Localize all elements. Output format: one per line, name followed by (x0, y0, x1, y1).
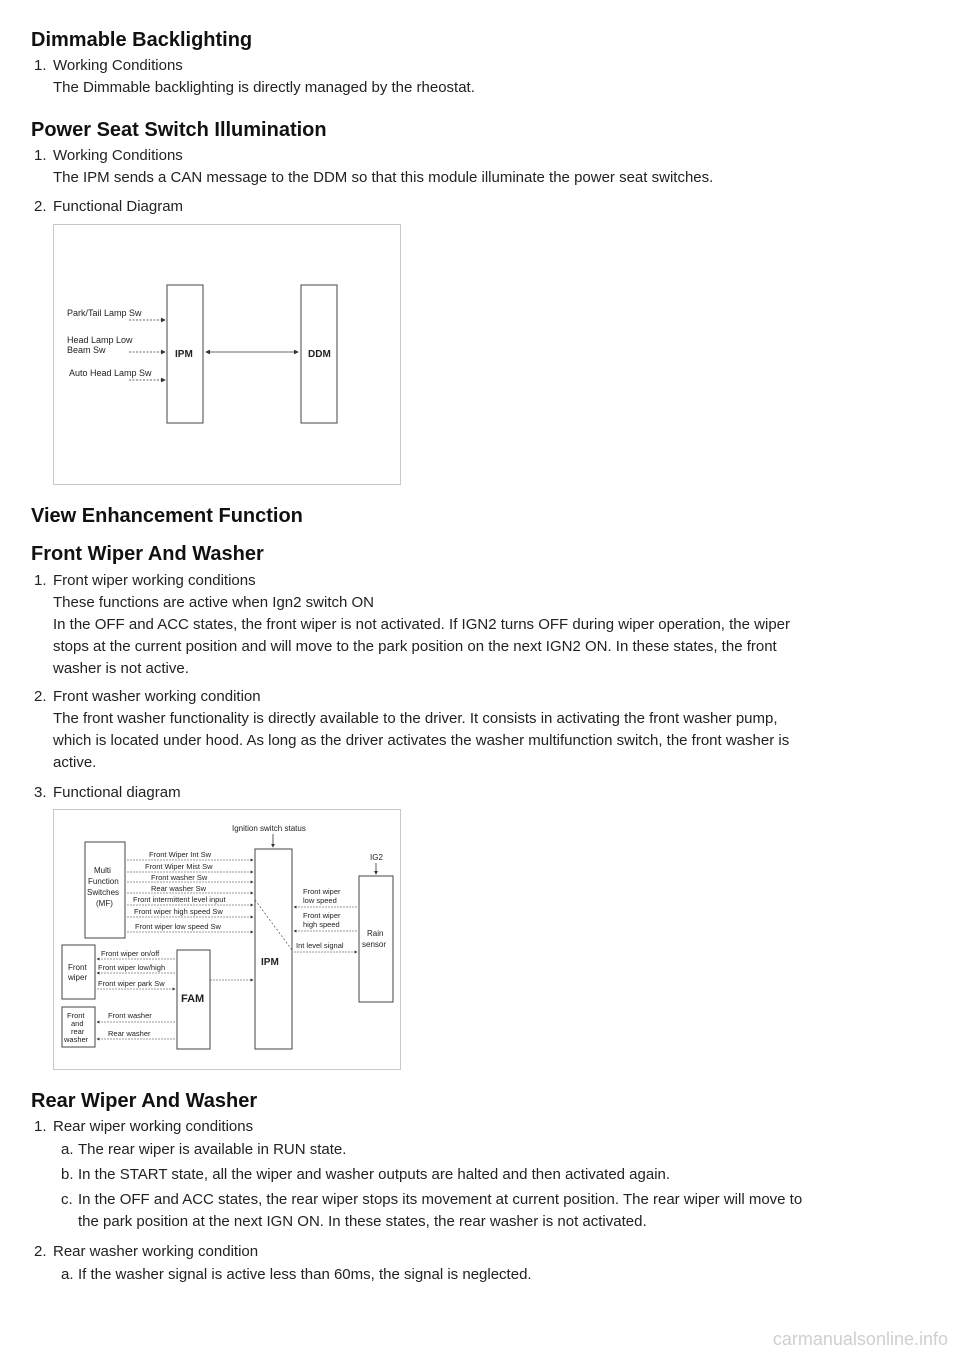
rain-sensor-block (359, 876, 393, 1002)
section-title-front-wiper: Front Wiper And Washer (31, 543, 264, 565)
signal-label: Front Wiper Int Sw (149, 850, 212, 859)
signal-label: Front washer Sw (151, 873, 208, 882)
signal-label: Rear washer Sw (151, 884, 207, 893)
list-item: 3. Functional diagram (34, 784, 181, 801)
list-item: 1. Working Conditions (34, 147, 183, 164)
signal-label: Front wiper high speed Sw (134, 907, 223, 916)
section-title-rear-wiper: Rear Wiper And Washer (31, 1090, 258, 1112)
washer-label: and (71, 1019, 84, 1028)
diagram-svg (54, 810, 400, 1069)
section-title-power-seat: Power Seat Switch Illumination (31, 119, 327, 141)
signal-label: Front washer (108, 1011, 152, 1020)
signal-label: Front Wiper Mist Sw (145, 862, 213, 871)
front-wiper-label: Front (68, 963, 87, 972)
signal-label: high speed (303, 920, 340, 929)
ipm-label: IPM (261, 957, 279, 968)
input-label: Auto Head Lamp Sw (69, 368, 152, 378)
rain-sensor-label: Rain (367, 929, 384, 938)
diagram-svg (54, 225, 400, 484)
signal-label: Front wiper (303, 911, 341, 920)
signal-label: Front wiper on/off (101, 949, 160, 958)
list-item: 1. Working Conditions (34, 57, 183, 74)
rain-sensor-label: sensor (362, 940, 387, 949)
washer-label: rear (71, 1027, 85, 1036)
paragraph: The IPM sends a CAN message to the DDM so that this module illuminate the power seat switches. (53, 169, 714, 186)
signal-label: low speed (303, 896, 337, 905)
washer-label: washer (64, 1035, 89, 1044)
washer-label: Front (67, 1011, 85, 1020)
paragraph: The Dimmable backlighting is directly managed by the rheostat. (53, 79, 475, 96)
signal-label: Front wiper park Sw (98, 979, 165, 988)
mf-label: (MF) (96, 899, 113, 908)
sub-list-item: b. In the START state, all the wiper and washer outputs are halted and then activated again. (61, 1166, 671, 1183)
ig2-label: IG2 (370, 853, 383, 862)
mf-label: Function (88, 877, 119, 886)
paragraph: The front washer functionality is directly available to the driver. It consists in activating the front washer pump, which is located under hood. As long as the driver activates the washer multifunction switch, the front washer is active. (53, 710, 790, 771)
section-title-view-enhancement: View Enhancement Function (31, 505, 303, 527)
internal-link (255, 900, 292, 950)
signal-label: Front wiper low/high (98, 963, 166, 972)
section-title-dimmable: Dimmable Backlighting (31, 29, 253, 51)
signal-label: Front intermittent level input (133, 895, 226, 904)
signal-label: Front wiper low speed Sw (135, 922, 221, 931)
input-label: Beam Sw (67, 345, 106, 355)
mf-label: Multi (94, 866, 111, 875)
ipm-label: IPM (175, 349, 193, 360)
list-item: 1. Rear wiper working conditions (34, 1118, 254, 1135)
ipm-block (255, 849, 292, 1049)
signal-label: Int level signal (296, 941, 344, 950)
list-item: 2. Functional Diagram (34, 198, 184, 215)
list-item: 2. Front washer working condition (34, 688, 261, 705)
mf-label: Switches (87, 888, 120, 897)
list-item: 2. Rear washer working condition (34, 1243, 259, 1260)
input-label: Park/Tail Lamp Sw (67, 308, 142, 318)
functional-diagram-power-seat (53, 224, 401, 485)
sub-list-item: a. If the washer signal is active less than 60ms, the signal is neglected. (61, 1266, 532, 1283)
watermark: carmanualsonline.info (772, 1329, 948, 1349)
sub-list-item: a. The rear wiper is available in RUN state. (61, 1141, 347, 1158)
functional-diagram-front-wiper (53, 809, 401, 1070)
signal-label: Rear washer (108, 1029, 151, 1038)
paragraph: These functions are active when Ign2 switch ON In the OFF and ACC states, the front wiper is not activated. If IGN2 turns OFF during wiper operation, the wiper stops at the current position and will move to the park position on the next IGN2 ON. In these states, the front washer is not active. (53, 594, 790, 677)
front-wiper-block (62, 945, 95, 999)
front-wiper-label: wiper (68, 973, 88, 982)
input-label: Head Lamp Low (67, 335, 133, 345)
ddm-label: DDM (308, 349, 331, 360)
ignition-label: Ignition switch status (232, 824, 306, 833)
list-item: 1. Front wiper working conditions (34, 572, 256, 589)
sub-list-item: c. In the OFF and ACC states, the rear wiper stops its movement at current position. The rear wiper will move to the park position at the next IGN ON. In these states, the rear washer is not activated. (61, 1191, 803, 1230)
signal-label: Front wiper (303, 887, 341, 896)
fam-label: FAM (181, 993, 205, 1005)
